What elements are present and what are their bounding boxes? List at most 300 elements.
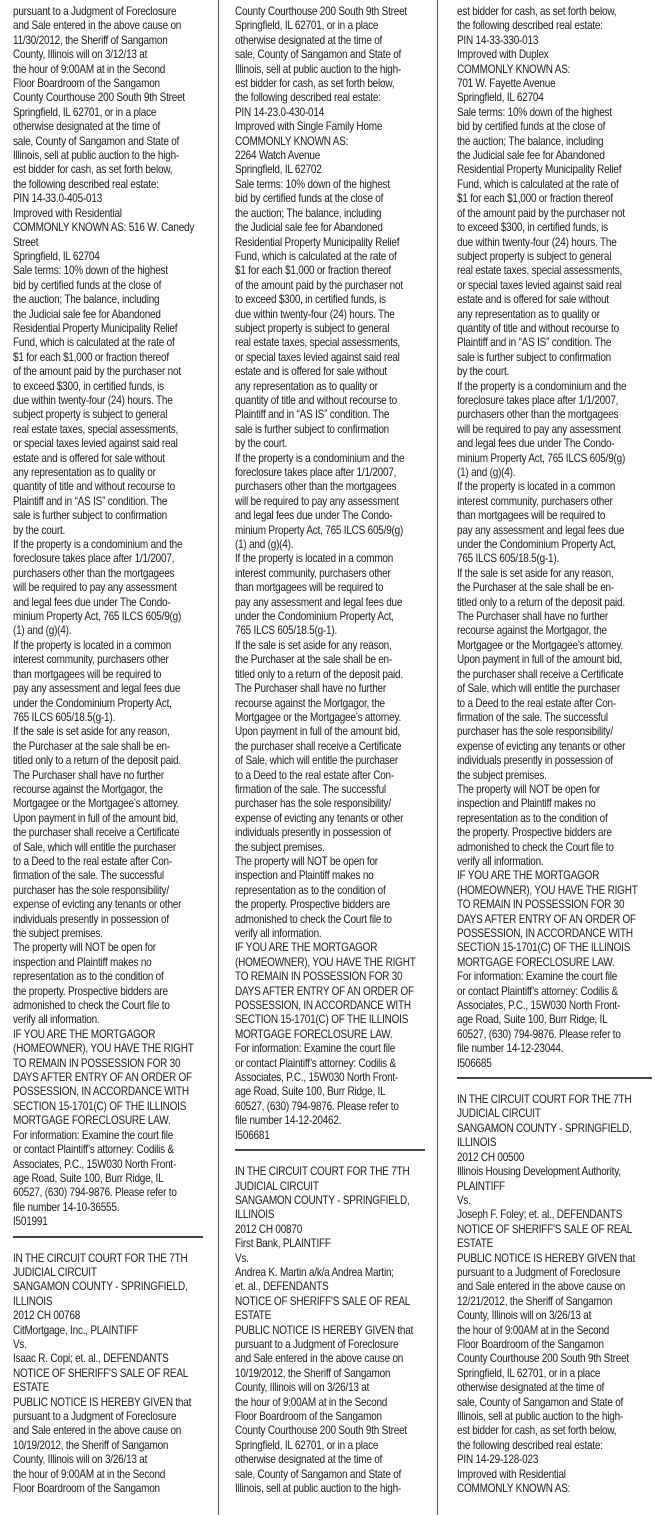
notice-line: the following described real estate:	[457, 19, 603, 33]
notice-line: PUBLIC NOTICE IS HEREBY GIVEN that	[13, 1395, 192, 1409]
notice-line: recourse against the Mortgagor, the	[13, 782, 163, 796]
notice-line: Andrea K. Martin a/k/a Andrea Martin;	[235, 1265, 394, 1279]
notice-line: 2012 CH 00870	[235, 1222, 303, 1236]
notice-line: Sale terms: 10% down of the highest	[13, 264, 168, 278]
notice-line: $1 for each $1,000 or fraction thereof	[235, 264, 391, 278]
notice-line: than mortgagees will be required to	[457, 509, 606, 523]
notice-line: 12/21/2012, the Sheriff of Sangamon	[457, 1294, 613, 1308]
notice-line: estate and is offered for sale without	[457, 293, 609, 307]
notice-line: MORTGAGE FORECLOSURE LAW.	[13, 1114, 171, 1128]
notice-line: County, Illinois will on 3/26/13 at	[13, 1453, 148, 1467]
notice-line: PIN 14-33-330-013	[457, 33, 539, 47]
notice-line: purchaser has the sole responsibility/	[13, 883, 169, 897]
notice-line: of Sale, which will entitle the purchaser	[235, 754, 398, 768]
notice-line: For information: Examine the court file	[13, 1128, 174, 1142]
notice-line: MORTGAGE FORECLOSURE LAW.	[235, 1027, 393, 1041]
notice-line: Fund, which is calculated at the rate of	[235, 249, 397, 263]
notice-line: JUDICIAL CIRCUIT	[13, 1265, 97, 1279]
notice-line: minium Property Act, 765 ILCS 605/9(g)	[457, 451, 626, 465]
notice-line: 2012 CH 00500	[457, 1150, 525, 1164]
notice-line: Springfield, IL 62704	[13, 249, 100, 263]
notice-line: minium Property Act, 765 ILCS 605/9(g)	[235, 523, 404, 537]
notice-line: IN THE CIRCUIT COURT FOR THE 7TH	[13, 1251, 188, 1265]
notice-line: will be required to pay any assessment	[235, 494, 399, 508]
notice-line: or contact Plaintiff’s attorney: Codilis &	[13, 1143, 174, 1157]
notice-line: PLAINTIFF	[457, 1179, 505, 1193]
notice-line: IF YOU ARE THE MORTGAGOR	[13, 1027, 156, 1041]
notice-line: Improved with Residential	[457, 1467, 566, 1481]
notice-line: otherwise designated at the time of	[457, 1381, 605, 1395]
notice-line: quantity of title and without recourse to	[457, 321, 619, 335]
notice-line: recourse against the Mortgagor, the	[457, 624, 607, 638]
notice-line: Springfield, IL 62701, or in a place	[13, 105, 157, 119]
notice-line: The property will NOT be open for	[13, 941, 156, 955]
notice-line: Floor Boardroom of the Sangamon	[13, 77, 160, 91]
notice-line: foreclosure takes place after 1/1/2007,	[13, 552, 175, 566]
notice-line: sale, County of Sangamon and State of	[13, 134, 180, 148]
notice-line: admonished to check the Court file to	[13, 999, 170, 1013]
legal-notice	[13, 1252, 213, 1497]
notice-line: Illinois, sell at public auction to the high-	[235, 1482, 402, 1496]
notice-line: of the amount paid by the purchaser not	[13, 365, 181, 379]
notice-line: expense of evicting any tenants or other	[235, 811, 404, 825]
notice-line: DAYS AFTER ENTRY OF AN ORDER OF	[457, 912, 636, 926]
notice-line: (1) and (g)(4).	[235, 538, 294, 552]
legal-notice	[235, 5, 435, 1143]
notice-line: the Purchaser at the sale shall be en-	[13, 739, 171, 753]
notice-line: age Road, Suite 100, Burr Ridge, IL	[457, 1013, 608, 1027]
notice-line: representation as to the condition of	[235, 883, 386, 897]
notice-line: SANGAMON COUNTY - SPRINGFIELD,	[457, 1121, 632, 1135]
notice-line: TO REMAIN IN POSSESSION FOR 30	[457, 898, 625, 912]
notice-line: est bidder for cash, as set forth below,	[457, 5, 617, 18]
notice-line: sale is further subject to confirmation	[13, 509, 167, 523]
notice-line: file number 14-12-23044.	[457, 1042, 564, 1056]
notice-line: (1) and (g)(4).	[457, 466, 516, 479]
notice-line: County Courthouse 200 South 9th Street	[457, 1352, 629, 1366]
notice-line: The property will NOT be open for	[457, 782, 600, 796]
notice-line: Springfield, IL 62701, or in a place	[235, 19, 379, 33]
notice-line: the purchaser shall receive a Certificate	[235, 739, 402, 753]
notice-line: Improved with Residential	[13, 206, 122, 220]
notice-line: IF YOU ARE THE MORTGAGOR	[457, 869, 600, 883]
notice-line: DAYS AFTER ENTRY OF AN ORDER OF	[235, 984, 414, 998]
notice-line: Springfield, IL 62704	[457, 91, 544, 105]
notice-line: PUBLIC NOTICE IS HEREBY GIVEN that	[235, 1323, 414, 1337]
notice-line: or contact Plaintiff’s attorney: Codilis &	[457, 984, 618, 998]
notice-line: sale, County of Sangamon and State of	[457, 1395, 624, 1409]
notice-line: the subject premises.	[457, 768, 547, 782]
notice-line: ILLINOIS	[13, 1294, 53, 1308]
notice-line: PIN 14-33.0-405-013	[13, 192, 103, 206]
notice-line: Mortgagee or the Mortgagee’s attorney.	[13, 797, 180, 811]
notice-line: NOTICE OF SHERIFF'S SALE OF REAL	[235, 1294, 411, 1308]
notice-line: 701 W. Fayette Avenue	[457, 77, 556, 91]
notice-line: ESTATE	[235, 1309, 272, 1323]
notice-line: sale is further subject to confirmation	[457, 350, 611, 364]
notice-line: under the Condominium Property Act,	[235, 610, 394, 624]
notice-line: under the Condominium Property Act,	[13, 696, 172, 710]
notice-line: foreclosure takes place after 1/1/2007,	[457, 393, 619, 407]
notice-line: COMMONLY KNOWN AS:	[457, 62, 571, 76]
notice-line: or special taxes levied against said real	[235, 350, 400, 364]
notice-line: IN THE CIRCUIT COURT FOR THE 7TH	[457, 1093, 632, 1107]
notice-line: the following described real estate:	[13, 177, 159, 191]
notice-line: COMMONLY KNOWN AS:	[457, 1482, 571, 1496]
notice-line: The property will NOT be open for	[235, 854, 378, 868]
notice-line: ILLINOIS	[235, 1208, 275, 1222]
notice-line: the Judicial sale fee for Abandoned	[13, 307, 161, 321]
legal-notice	[235, 1165, 435, 1496]
notice-line: For information: Examine the court file	[457, 970, 618, 984]
notice-line: NOTICE OF SHERIFF'S SALE OF REAL	[13, 1366, 189, 1380]
notice-line: inspection and Plaintiff makes no	[457, 797, 596, 811]
notice-line: Springfield, IL 62702	[235, 163, 322, 177]
notice-line: ESTATE	[457, 1237, 494, 1251]
notice-line: age Road, Suite 100, Burr Ridge, IL	[13, 1171, 164, 1185]
notice-line: representation as to the condition of	[457, 811, 608, 825]
notice-line: and Sale entered in the above cause on	[457, 1280, 626, 1294]
notice-line: and legal fees due under The Condo-	[457, 437, 615, 451]
notice-line: of the amount paid by the purchaser not	[457, 206, 625, 220]
notice-line: titled only to a return of the deposit paid.	[457, 595, 625, 609]
notice-line: individuals presently in possession of	[457, 754, 613, 768]
notice-line: Residential Property Municipality Relief	[13, 321, 178, 335]
notice-line: TO REMAIN IN POSSESSION FOR 30	[13, 1056, 181, 1070]
notice-line: Illinois Housing Development Authority,	[457, 1165, 621, 1179]
notice-line: If the property is located in a common	[457, 480, 616, 494]
notice-line: and legal fees due under The Condo-	[13, 595, 171, 609]
notice-line: (HOMEOWNER), YOU HAVE THE RIGHT	[457, 883, 638, 897]
notice-line: Illinois, sell at public auction to the high-	[457, 1410, 624, 1423]
notice-line: bid by certified funds at the close of	[13, 278, 162, 292]
notice-line: COMMONLY KNOWN AS:	[235, 134, 349, 148]
notice-line: the auction; The balance, including	[13, 293, 160, 307]
notice-line: to exceed $300, in certified funds, is	[457, 221, 608, 235]
notice-line: pay any assessment and legal fees due	[235, 595, 403, 609]
notice-line: the hour of 9:00AM at in the Second	[235, 1395, 388, 1409]
notice-line: titled only to a return of the deposit paid.	[13, 754, 181, 768]
notice-line: the hour of 9:00AM at in the Second	[13, 1467, 166, 1481]
notice-line: recourse against the Mortgagor, the	[235, 696, 385, 710]
notice-line: quantity of title and without recourse to	[13, 480, 175, 494]
notice-line: DAYS AFTER ENTRY OF AN ORDER OF	[13, 1071, 192, 1085]
notice-line: will be required to pay any assessment	[13, 581, 177, 595]
notice-line: interest community, purchasers other	[13, 653, 169, 667]
notice-line: and Sale entered in the above cause on	[235, 1352, 404, 1366]
notice-line: will be required to pay any assessment	[457, 422, 621, 436]
notice-line: to a Deed to the real estate after Con-	[13, 854, 173, 868]
notice-line: pay any assessment and legal fees due	[457, 523, 625, 537]
notice-line: the Purchaser at the sale shall be en-	[235, 653, 393, 667]
notice-line: firmation of the sale. The successful	[235, 782, 386, 796]
notice-line: pursuant to a Judgment of Foreclosure	[235, 1337, 399, 1351]
notice-line: Plaintiff and in “AS IS” condition. The	[13, 494, 168, 508]
column-3	[457, 5, 655, 1496]
notice-separator	[457, 1077, 652, 1079]
notice-line: and Sale entered in the above cause on	[13, 19, 182, 33]
notice-line: the hour of 9:00AM at in the Second	[13, 62, 166, 76]
notice-line: ILLINOIS	[457, 1136, 497, 1150]
notice-line: Illinois, sell at public auction to the high-	[235, 62, 402, 76]
notice-line: interest community, purchasers other	[235, 566, 391, 580]
notice-line: County, Illinois will on 3/26/13 at	[457, 1309, 592, 1323]
notice-line: County Courthouse 200 South 9th Street	[235, 5, 407, 18]
notice-line: Associates, P.C., 15W030 North Front-	[13, 1157, 177, 1171]
notice-line: titled only to a return of the deposit paid.	[235, 667, 403, 681]
notice-line: SECTION 15-1701(C) OF THE ILLINOIS	[13, 1099, 187, 1113]
notice-line: the purchaser shall receive a Certificate	[457, 667, 624, 681]
notice-line: If the property is located in a common	[13, 638, 172, 652]
legal-notice	[13, 5, 213, 1230]
notice-line: County, Illinois will on 3/26/13 at	[235, 1381, 370, 1395]
notice-line: than mortgagees will be required to	[235, 581, 384, 595]
notice-line: For information: Examine the court file	[235, 1042, 396, 1056]
notice-line: purchasers other than the mortgagees	[235, 480, 397, 494]
notice-line: bid by certified funds at the close of	[235, 192, 384, 206]
notice-line: et. al., DEFENDANTS	[235, 1280, 329, 1294]
notice-line: inspection and Plaintiff makes no	[235, 869, 374, 883]
notice-line: $1 for each $1,000 or fraction thereof	[13, 350, 169, 364]
notice-line: admonished to check the Court file to	[235, 912, 392, 926]
notice-line: the Judicial sale fee for Abandoned	[457, 149, 605, 163]
notice-line: to a Deed to the real estate after Con-	[235, 768, 395, 782]
notice-line: SANGAMON COUNTY - SPRINGFIELD,	[235, 1193, 410, 1207]
notice-line: sale, County of Sangamon and State of	[235, 1467, 402, 1481]
notice-line: County, Illinois will on 3/12/13 at	[13, 48, 148, 62]
notice-line: due within twenty-four (24) hours. The	[13, 393, 173, 407]
notice-line: If the property is a condominium and the	[457, 379, 627, 393]
notice-line: If the property is a condominium and the	[235, 451, 405, 465]
notice-line: minium Property Act, 765 ILCS 605/9(g)	[13, 610, 182, 624]
notice-line: MORTGAGE FORECLOSURE LAW.	[457, 955, 615, 969]
notice-line: Improved with Duplex	[457, 48, 549, 62]
notice-line: The Purchaser shall have no further	[457, 610, 608, 624]
notice-line: sale is further subject to confirmation	[235, 422, 389, 436]
notice-line: the following described real estate:	[235, 91, 381, 105]
notice-line: quantity of title and without recourse to	[235, 393, 397, 407]
notice-line: Residential Property Municipality Relief	[235, 235, 400, 249]
notice-line: or special taxes levied against said real	[13, 437, 178, 451]
notice-separator	[235, 1149, 425, 1151]
notice-line: file number 14-12-20462.	[235, 1114, 342, 1128]
notice-line: Residential Property Municipality Relief	[457, 163, 622, 177]
column-divider	[218, 0, 219, 1515]
notice-line: IF YOU ARE THE MORTGAGOR	[235, 941, 378, 955]
notice-line: 60527, (630) 794-9876. Please refer to	[457, 1027, 621, 1041]
notice-line: by the court.	[457, 365, 510, 379]
notice-line: expense of evicting any tenants or other	[457, 739, 626, 753]
notice-line: Associates, P.C., 15W030 North Front-	[457, 999, 621, 1013]
notice-line: otherwise designated at the time of	[13, 120, 161, 134]
notice-line: If the property is a condominium and the	[13, 538, 183, 552]
notice-line: Improved with Single Family Home	[235, 120, 383, 134]
notice-line: estate and is offered for sale without	[235, 365, 387, 379]
notice-line: County Courthouse 200 South 9th Street	[235, 1424, 407, 1438]
notice-line: If the sale is set aside for any reason,	[235, 638, 392, 652]
notice-line: 10/19/2012, the Sheriff of Sangamon	[13, 1438, 169, 1452]
notice-line: SANGAMON COUNTY - SPRINGFIELD,	[13, 1280, 188, 1294]
notice-line: ESTATE	[13, 1381, 50, 1395]
notice-line: The Purchaser shall have no further	[235, 682, 386, 696]
notice-line: to exceed $300, in certified funds, is	[13, 379, 164, 393]
notice-line: POSSESSION, IN ACCORDANCE WITH	[13, 1085, 189, 1099]
notice-line: Joseph F. Foley; et. al., DEFENDANTS	[457, 1208, 623, 1222]
notice-line: verify all information.	[13, 1013, 100, 1027]
notice-line: age Road, Suite 100, Burr Ridge, IL	[235, 1085, 386, 1099]
legal-notice	[457, 5, 655, 1071]
notice-line: expense of evicting any tenants or other	[13, 898, 182, 912]
notice-line: (HOMEOWNER), YOU HAVE THE RIGHT	[235, 955, 416, 969]
notice-line: Floor Boardroom of the Sangamon	[13, 1482, 160, 1496]
notice-line: to exceed $300, in certified funds, is	[235, 293, 386, 307]
notice-line: the property. Prospective bidders are	[13, 984, 168, 998]
notice-line: JUDICIAL CIRCUIT	[457, 1107, 541, 1121]
notice-line: County Courthouse 200 South 9th Street	[13, 91, 185, 105]
notice-line: the Judicial sale fee for Abandoned	[235, 221, 383, 235]
notice-line: est bidder for cash, as set forth below,	[13, 163, 173, 177]
notice-line: If the sale is set aside for any reason,	[457, 566, 614, 580]
notice-line: TO REMAIN IN POSSESSION FOR 30	[235, 970, 403, 984]
notice-line: SECTION 15-1701(C) OF THE ILLINOIS	[457, 941, 631, 955]
notice-line: by the court.	[235, 437, 288, 451]
notice-line: under the Condominium Property Act,	[457, 538, 616, 552]
notice-line: estate and is offered for sale without	[13, 451, 165, 465]
notice-line: the auction; The balance, including	[457, 134, 604, 148]
notice-line: the subject premises.	[13, 927, 103, 940]
notice-line: individuals presently in possession of	[13, 912, 169, 926]
notice-line: PIN 14-29-128-023	[457, 1453, 539, 1467]
notice-line: admonished to check the Court file to	[457, 840, 614, 854]
notice-line: Floor Boardroom of the Sangamon	[457, 1337, 604, 1351]
notice-separator	[13, 1236, 203, 1238]
notice-line: JUDICIAL CIRCUIT	[235, 1179, 319, 1193]
notice-line: Vs.	[235, 1251, 249, 1265]
notice-line: Mortgagee or the Mortgagee’s attorney.	[457, 638, 624, 652]
notice-line: to a Deed to the real estate after Con-	[457, 696, 617, 710]
notice-line: Vs.	[457, 1193, 471, 1207]
notice-line: Sale terms: 10% down of the highest	[457, 105, 612, 119]
notice-line: 765 ILCS 605/18.5(g-1).	[235, 624, 338, 638]
notice-line: and legal fees due under The Condo-	[235, 509, 393, 523]
notice-line: any representation as to quality or	[13, 466, 156, 479]
column-1	[13, 5, 213, 1496]
notice-line: firmation of the sale. The successful	[13, 869, 164, 883]
notice-line: the auction; The balance, including	[235, 206, 382, 220]
notice-line: verify all information.	[235, 927, 322, 940]
notice-line: Illinois, sell at public auction to the high-	[13, 149, 180, 163]
notice-line: est bidder for cash, as set forth below,	[457, 1424, 617, 1438]
notice-line: subject property is subject to general	[457, 249, 612, 263]
notice-line: est bidder for cash, as set forth below,	[235, 77, 395, 91]
notice-line: Vs.	[13, 1337, 27, 1351]
notice-line: and Sale entered in the above cause on	[13, 1424, 182, 1438]
notice-line: or special taxes levied against said real	[457, 278, 622, 292]
notice-line: purchasers other than the mortgagees	[457, 408, 619, 422]
notice-line: verify all information.	[457, 854, 544, 868]
notice-line: 2264 Watch Avenue	[235, 149, 321, 163]
notice-line: real estate taxes, special assessments,	[13, 422, 179, 436]
notice-line: First Bank, PLAINTIFF	[235, 1237, 331, 1251]
notice-line: purchasers other than the mortgagees	[13, 566, 175, 580]
notice-line: IN THE CIRCUIT COURT FOR THE 7TH	[235, 1165, 410, 1179]
notice-line: file number 14-10-36555.	[13, 1200, 120, 1214]
notice-line: (HOMEOWNER), YOU HAVE THE RIGHT	[13, 1042, 194, 1056]
notice-line: Springfield, IL 62701, or in a place	[457, 1366, 601, 1380]
notice-line: real estate taxes, special assessments,	[235, 336, 401, 350]
notice-line: the purchaser shall receive a Certificate	[13, 826, 180, 840]
notice-line: 10/19/2012, the Sheriff of Sangamon	[235, 1366, 391, 1380]
notice-line: interest community, purchasers other	[457, 494, 613, 508]
notice-line: of Sale, which will entitle the purchaser	[13, 840, 176, 854]
notice-line: If the sale is set aside for any reason,	[13, 725, 170, 739]
notice-line: foreclosure takes place after 1/1/2007,	[235, 466, 397, 479]
notice-line: $1 for each $1,000 or fraction thereof	[457, 192, 613, 206]
notice-line: Street	[13, 235, 39, 249]
notice-line: pursuant to a Judgment of Foreclosure	[457, 1265, 621, 1279]
notice-line: Fund, which is calculated at the rate of	[457, 177, 619, 191]
notice-line: otherwise designated at the time of	[235, 1453, 383, 1467]
notice-line: by the court.	[13, 523, 66, 537]
notice-line: Upon payment in full of the amount bid,	[13, 811, 179, 825]
notice-line: real estate taxes, special assessments,	[457, 264, 623, 278]
notice-line: Sale terms: 10% down of the highest	[235, 177, 390, 191]
notice-line: 60527, (630) 794-9876. Please refer to	[13, 1186, 177, 1200]
notice-line: the subject premises.	[235, 840, 325, 854]
notice-line: 11/30/2012, the Sheriff of Sangamon	[13, 33, 168, 47]
notice-line: purchaser has the sole responsibility/	[235, 797, 391, 811]
notice-line: subject property is subject to general	[235, 321, 390, 335]
notice-line: bid by certified funds at the close of	[457, 120, 606, 134]
notice-line: Isaac R. Copi; et. al., DEFENDANTS	[13, 1352, 169, 1366]
notice-line: pursuant to a Judgment of Foreclosure	[13, 5, 177, 18]
notice-line: Plaintiff and in “AS IS” condition. The	[457, 336, 612, 350]
notice-line: SECTION 15-1701(C) OF THE ILLINOIS	[235, 1013, 409, 1027]
notice-line: individuals presently in possession of	[235, 826, 391, 840]
notice-line: Springfield, IL 62701, or in a place	[235, 1438, 379, 1452]
notice-line: 765 ILCS 605/18.5(g-1).	[457, 552, 560, 566]
notice-line: PUBLIC NOTICE IS HEREBY GIVEN that	[457, 1251, 636, 1265]
notice-line: the hour of 9:00AM at in the Second	[457, 1323, 610, 1337]
notice-line: NOTICE OF SHERIFF'S SALE OF REAL	[457, 1222, 633, 1236]
notice-line: the following described real estate:	[457, 1438, 603, 1452]
notice-line: Fund, which is calculated at the rate of	[13, 336, 175, 350]
notice-line: sale, County of Sangamon and State of	[235, 48, 402, 62]
notice-line: pursuant to a Judgment of Foreclosure	[13, 1410, 177, 1423]
notice-line: of the amount paid by the purchaser not	[235, 278, 403, 292]
notice-line: (1) and (g)(4).	[13, 624, 72, 638]
notice-line: 765 ILCS 605/18.5(g-1).	[13, 710, 116, 724]
notice-line: the property. Prospective bidders are	[457, 826, 612, 840]
notice-line: Associates, P.C., 15W030 North Front-	[235, 1071, 399, 1085]
notice-line: 2012 CH 00768	[13, 1309, 81, 1323]
notice-line: subject property is subject to general	[13, 408, 168, 422]
notice-line: Floor Boardroom of the Sangamon	[235, 1410, 382, 1423]
notice-line: firmation of the sale. The successful	[457, 710, 608, 724]
notice-line: the Purchaser at the sale shall be en-	[457, 581, 615, 595]
notice-line: Upon payment in full of the amount bid,	[235, 725, 401, 739]
notice-line: If the property is located in a common	[235, 552, 394, 566]
notice-line: than mortgagees will be required to	[13, 667, 162, 681]
notice-line: 60527, (630) 794-9876. Please refer to	[235, 1099, 399, 1113]
notice-line: purchaser has the sole responsibility/	[457, 725, 613, 739]
notice-line: pay any assessment and legal fees due	[13, 682, 181, 696]
notice-line: Plaintiff and in “AS IS” condition. The	[235, 408, 390, 422]
column-2	[235, 5, 435, 1496]
notice-line: inspection and Plaintiff makes no	[13, 955, 152, 969]
legal-notice	[457, 1093, 655, 1496]
notice-line: CitMortgage, Inc., PLAINTIFF	[13, 1323, 139, 1337]
